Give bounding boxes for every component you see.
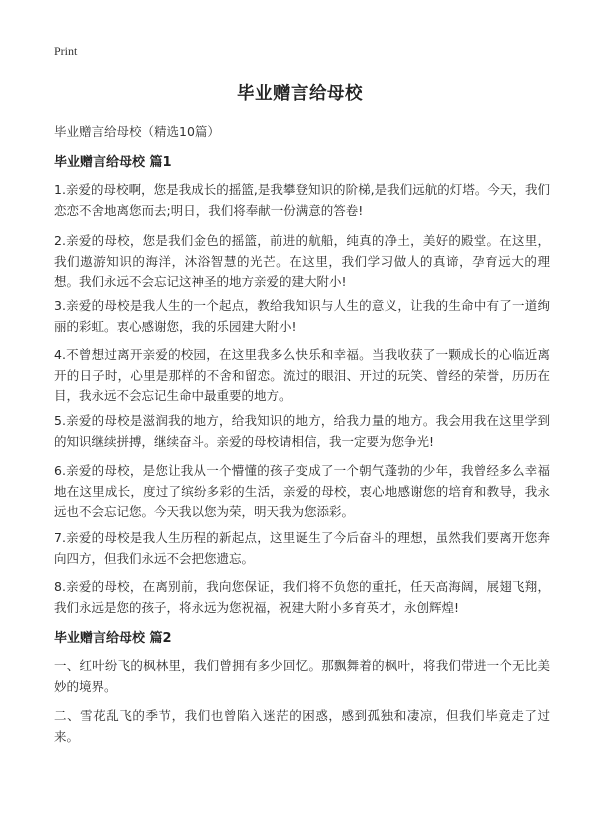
paragraph: 1.亲爱的母校啊，您是我成长的摇篮,是我攀登知识的阶梯,是我们远航的灯塔。今天，我们恋恋不舍地离您而去;明日，我们将奉献一份满意的答卷! [54,182,550,218]
paragraph: 6.亲爱的母校，是您让我从一个懵懂的孩子变成了一个朝气蓬勃的少年，我曾经多么幸福地在这里成长，度过了缤纷多彩的生活，亲爱的母校，衷心地感谢您的培育和教导，我永远也不会忘记您。今天我以您为荣，明天我为您添彩。 [54,463,550,519]
paragraph: 4.不曾想过离开亲爱的校园，在这里我多么快乐和幸福。当我收获了一颗成长的心临近离开的日子时，心里是那样的不舍和留恋。流过的眼泪、开过的玩笑、曾经的荣誉，历历在目，我永远不会忘记生命中最重要的地方。 [54,347,550,403]
paragraph: 8.亲爱的母校，在离别前，我向您保证，我们将不负您的重托，任天高海阔，展翅飞翔，我们永远是您的孩子，将永远为您祝福，祝建大附小多育英才，永创辉煌! [54,579,550,615]
paragraph: 7.亲爱的母校是我人生历程的新起点，这里诞生了今后奋斗的理想，虽然我们要离开您奔向四方，但我们永远不会把您遗忘。 [54,530,550,566]
paragraph: 一、红叶纷飞的枫林里，我们曾拥有多少回忆。那飘舞着的枫叶，将我们带进一个无比美妙的境界。 [54,658,550,694]
print-link[interactable]: Print [54,44,78,58]
section-heading-1: 毕业赠言给母校 篇1 [54,155,172,170]
paragraph: 5.亲爱的母校是滋润我的地方，给我知识的地方，给我力量的地方。我会用我在这里学到的知识继续拼搏，继续奋斗。亲爱的母校请相信，我一定要为您争光! [54,413,550,449]
section-heading-2: 毕业赠言给母校 篇2 [54,631,172,646]
paragraph: 2.亲爱的母校，您是我们金色的摇篮，前进的航船，纯真的净土，美好的殿堂。在这里，我们遨游知识的海洋，沐浴智慧的光芒。在这里，我们学习做人的真谛，孕育远大的理想。我们永远不会忘记这神圣的地方亲爱的建大附小! [54,233,550,289]
paragraph: 3.亲爱的母校是我人生的一个起点，教给我知识与人生的意义，让我的生命中有了一道绚丽的彩虹。衷心感谢您，我的乐园建大附小! [54,298,550,334]
document-subtitle: 毕业赠言给母校（精选10篇） [54,124,220,139]
paragraph: 二、雪花乱飞的季节，我们也曾陷入迷茫的困惑，感到孤独和凄凉，但我们毕竟走了过来。 [54,708,550,744]
page-title: 毕业赠言给母校 [237,84,363,104]
